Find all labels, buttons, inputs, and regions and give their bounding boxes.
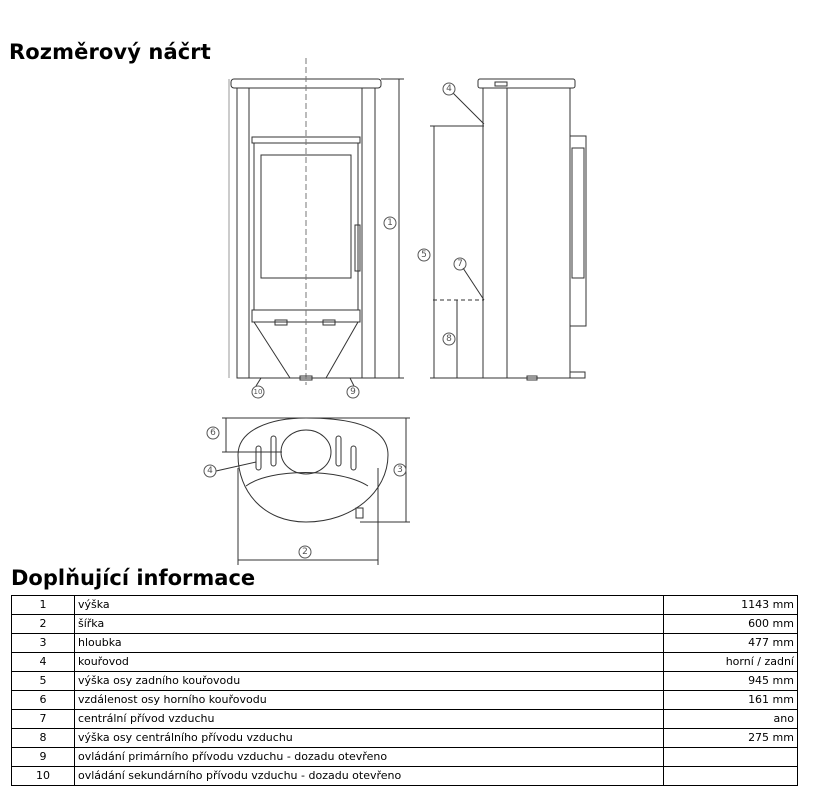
row-number: 5: [12, 672, 75, 691]
row-number: 9: [12, 748, 75, 767]
row-label: centrální přívod vzduchu: [75, 710, 664, 729]
row-value: 275 mm: [663, 729, 797, 748]
table-row: [12, 653, 798, 672]
row-value: 1143 mm: [663, 596, 797, 615]
row-label: ovládání sekundárního přívodu vzduchu - dozadu otevřeno: [75, 767, 664, 786]
row-label: ovládání primárního přívodu vzduchu - dozadu otevřeno: [75, 748, 664, 767]
marker-4b-label: 4: [207, 466, 213, 476]
table-row: [12, 672, 798, 691]
marker-4-label: 4: [446, 84, 452, 94]
row-value: ano: [663, 710, 797, 729]
marker-8-label: 8: [446, 334, 452, 344]
row-number: 2: [12, 615, 75, 634]
row-value: 477 mm: [663, 634, 797, 653]
row-number: 3: [12, 634, 75, 653]
marker-9-label: 9: [350, 387, 356, 397]
row-label: vzdálenost osy horního kouřovodu: [75, 691, 664, 710]
row-number: 10: [12, 767, 75, 786]
row-value: horní / zadní: [663, 653, 797, 672]
table-row: [12, 634, 798, 653]
marker-3-label: 3: [397, 465, 403, 475]
marker-1-label: 1: [387, 218, 393, 228]
row-label: výška osy centrálního přívodu vzduchu: [75, 729, 664, 748]
front-view: [229, 58, 404, 386]
row-number: 8: [12, 729, 75, 748]
table-row: [12, 691, 798, 710]
table-row: [12, 748, 798, 767]
top-view: [216, 418, 410, 565]
row-number: 6: [12, 691, 75, 710]
info-table: [11, 595, 798, 786]
row-value: [663, 767, 797, 786]
row-value: 161 mm: [663, 691, 797, 710]
table-row: [12, 615, 798, 634]
row-label: výška osy zadního kouřovodu: [75, 672, 664, 691]
row-value: [663, 748, 797, 767]
row-value: 945 mm: [663, 672, 797, 691]
info-table-body: [12, 596, 798, 786]
row-label: šířka: [75, 615, 664, 634]
marker-6-label: 6: [210, 428, 216, 438]
row-label: hloubka: [75, 634, 664, 653]
marker-7-label: 7: [457, 259, 463, 269]
table-row: [12, 729, 798, 748]
sketch-title: Rozměrový náčrt: [9, 40, 211, 64]
marker-2-label: 2: [302, 547, 308, 557]
marker-5-label: 5: [421, 250, 427, 260]
row-label: výška: [75, 596, 664, 615]
table-row: [12, 596, 798, 615]
marker-10-label: 10: [253, 388, 263, 396]
row-value: 600 mm: [663, 615, 797, 634]
row-label: kouřovod: [75, 653, 664, 672]
table-row: [12, 767, 798, 786]
table-row: [12, 710, 798, 729]
row-number: 1: [12, 596, 75, 615]
row-number: 4: [12, 653, 75, 672]
row-number: 7: [12, 710, 75, 729]
info-title: Doplňující informace: [11, 566, 256, 590]
